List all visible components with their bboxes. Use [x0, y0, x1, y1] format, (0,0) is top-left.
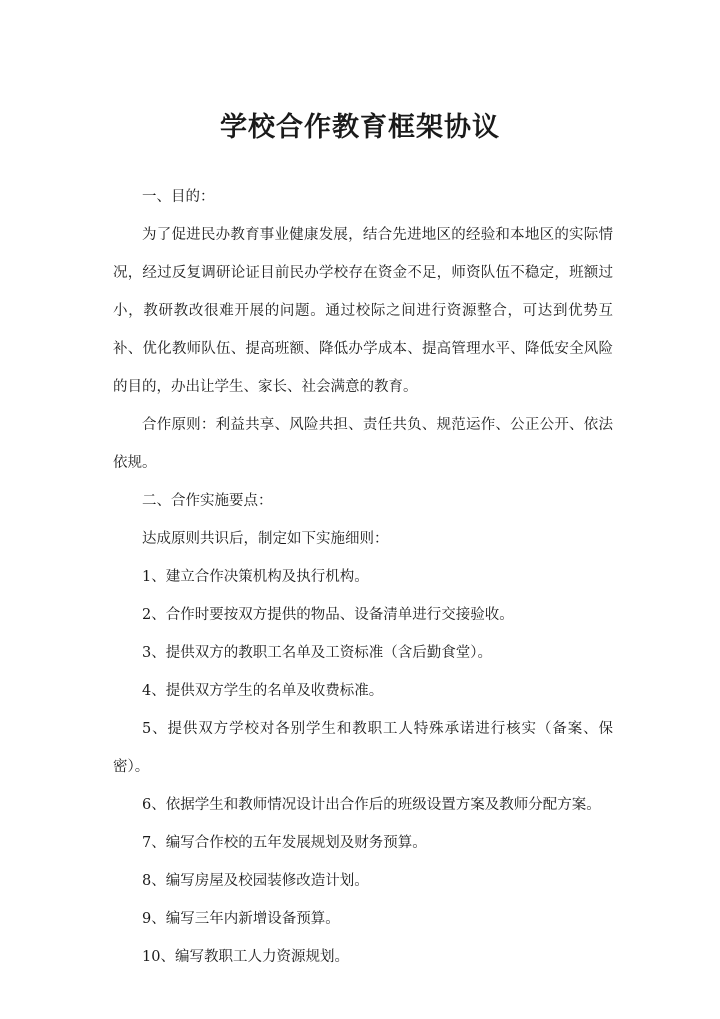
list-item: 5、提供双方学校对各别学生和教职工人特殊承诺进行核实（备案、保密）。: [113, 721, 613, 775]
list-item: 2、合作时要按双方提供的物品、设备清单进行交接验收。: [142, 607, 514, 623]
section-heading-purpose: 一、目的：: [142, 189, 215, 205]
list-item: 4、提供双方学生的名单及收费标准。: [142, 683, 384, 699]
document-title: 学校合作教育框架协议: [220, 112, 500, 143]
list-item: 8、编写房屋及校园装修改造计划。: [142, 873, 369, 889]
list-item: 7、编写合作校的五年发展规划及财务预算。: [142, 835, 427, 851]
list-item: 6、依据学生和教师情况设计出合作后的班级设置方案及教师分配方案。: [142, 797, 601, 813]
cooperation-principles-paragraph: 合作原则：利益共享、风险共担、责任共负、规范运作、公正公开、依法依规。: [113, 417, 613, 471]
section-heading-implementation: 二、合作实施要点：: [142, 493, 273, 509]
list-item: 10、编写教职工人力资源规划。: [142, 949, 349, 965]
list-item: 3、提供双方的教职工名单及工资标准（含后勤食堂）。: [142, 645, 492, 661]
document-body: [113, 178, 613, 976]
list-item: 1、建立合作决策机构及执行机构。: [142, 569, 369, 585]
purpose-paragraph: 为了促进民办教育事业健康发展，结合先进地区的经验和本地区的实际情况，经过反复调研论证目前民办学校存在资金不足，师资队伍不稳定，班额过小，教研教改很难开展的问题。通过校际之间进行资源整合，可达到优势互补、优化教师队伍、提高班额、降低办学成本、提高管理水平、降低安全风险的目的，办出让学生、家长、社会满意的教育。: [113, 227, 613, 395]
list-item: 9、编写三年内新增设备预算。: [142, 911, 340, 927]
implementation-intro: 达成原则共识后，制定如下实施细则：: [142, 531, 389, 547]
